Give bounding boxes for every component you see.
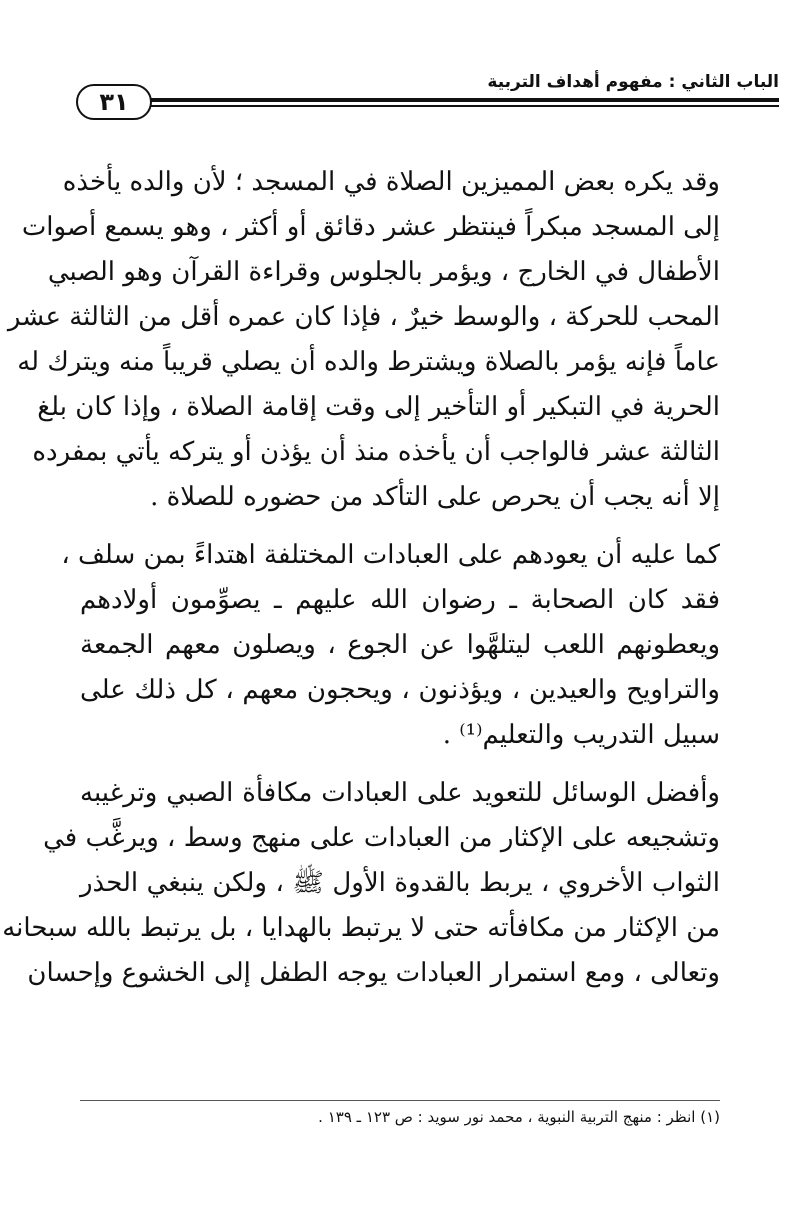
- header-rule-thin: [150, 105, 779, 107]
- text-line: والتراويح والعيدين ، ويؤذنون ، ويحجون معهم ، كل ذلك على: [80, 675, 720, 705]
- page-number: ٣١: [76, 84, 152, 120]
- text-line: وتشجيعه على الإكثار من العبادات على منهج وسط ، ويرغَّب في: [43, 823, 720, 853]
- paragraph: [7, 160, 720, 520]
- text-line: إلى المسجد مبكراً فينتظر عشر دقائق أو أكثر ، وهو يسمع أصوات: [21, 212, 720, 242]
- text-line: وقد يكره بعض المميزين الصلاة في المسجد ؛ لأن والده يأخذه: [62, 167, 720, 197]
- text-line: الأطفال في الخارج ، ويؤمر بالجلوس وقراءة القرآن وهو الصبي: [47, 257, 720, 287]
- chapter-title: الباب الثاني : مفهوم أهداف التربية: [487, 72, 779, 92]
- text-line: فقد كان الصحابة ـ رضوان الله عليهم ـ يصوِّمون أولادهم: [80, 585, 720, 615]
- text-line: وتعالى ، ومع استمرار العبادات يوجه الطفل إلى الخشوع وإحسان: [27, 958, 720, 988]
- footnote: (١) انظر : منهج التربية النبوية ، محمد نور سويد : ص ١٢٣ ـ ١٣٩ .: [318, 1108, 720, 1126]
- text-line: الثواب الأخروي ، يربط بالقدوة الأول ﷺ ، ولكن ينبغي الحذر: [80, 868, 720, 898]
- text-line: سبيل التدريب والتعليم⁽¹⁾ .: [442, 720, 720, 750]
- text-line: المحب للحركة ، والوسط خيرٌ ، فإذا كان عمره أقل من الثالثة عشر: [7, 302, 720, 332]
- text-line: وأفضل الوسائل للتعويد على العبادات مكافأة الصبي وترغيبه: [80, 778, 720, 808]
- text-line: من الإكثار من مكافأته حتى لا يرتبط بالهدايا ، بل يرتبط بالله سبحانه: [2, 913, 720, 943]
- text-line: الثالثة عشر فالواجب أن يأخذه منذ أن يؤذن أو يتركه يأتي بمفرده: [32, 437, 720, 467]
- text-line: الحرية في التبكير أو التأخير إلى وقت إقامة الصلاة ، وإذا كان بلغ: [37, 392, 720, 422]
- paragraph: [61, 533, 720, 758]
- header-rule: [150, 98, 779, 102]
- body-text: [2, 160, 720, 996]
- text-line: إلا أنه يجب أن يحرص على التأكد من حضوره للصلاة .: [150, 482, 720, 512]
- text-line: ويعطونهم اللعب ليتلهَّوا عن الجوع ، ويصلون معهم الجمعة: [80, 630, 720, 660]
- paragraph: [2, 771, 720, 996]
- text-line: كما عليه أن يعودهم على العبادات المختلفة اهتداءً بمن سلف ،: [61, 540, 720, 570]
- text-line: عاماً فإنه يؤمر بالصلاة ويشترط والده أن يصلي قريباً منه ويترك له: [17, 347, 720, 377]
- running-header: [76, 62, 779, 122]
- footnote-divider: [80, 1100, 720, 1101]
